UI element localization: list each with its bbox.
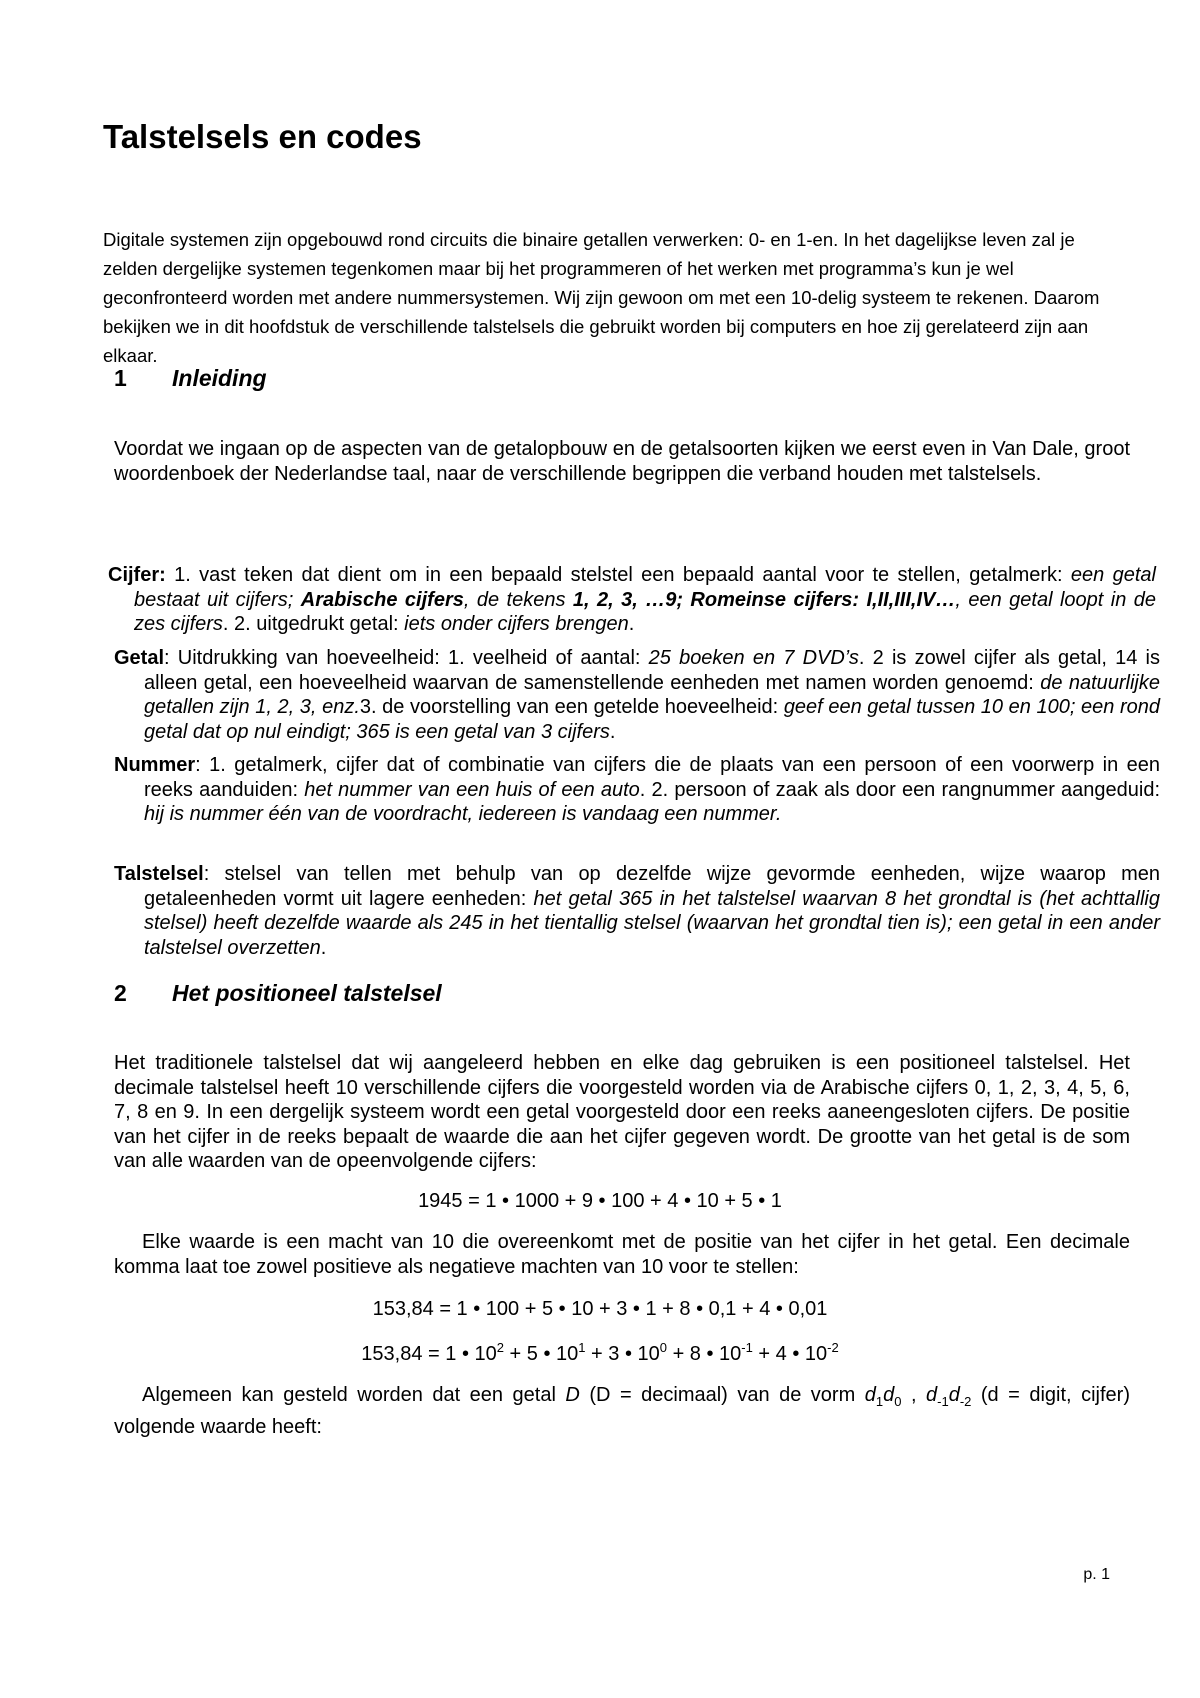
section-2-title: Het positioneel talstelsel xyxy=(172,980,442,1006)
subscript: 0 xyxy=(894,1394,902,1409)
section-1-paragraph: Voordat we ingaan op de aspecten van de getalopbouw en de getalsoorten kijken we eerst even in Van Dale, groot woordenboek der Nederlandse taal, naar de verschillende begrippen die verband houden met talstelsels. xyxy=(114,438,1130,485)
definition-text: 1. vast teken dat dient om in een bepaald stelstel een bepaald aantal voor te stellen, getalmerk: xyxy=(165,564,1071,586)
section-1-number: 1 xyxy=(114,365,127,391)
definition-example-bold: 1, 2, 3, …9; Romeinse cijfers: I,II,III,IV… xyxy=(572,588,956,611)
formula-exponent: 2 xyxy=(496,1340,504,1355)
subscript: -1 xyxy=(937,1394,949,1409)
document-title: Talstelsels en codes xyxy=(103,118,422,155)
separator: , xyxy=(901,1384,927,1406)
definition-example-bold: Arabische cijfers xyxy=(300,588,464,611)
variable-d: d xyxy=(864,1384,876,1406)
formula-exponent: 1 xyxy=(578,1340,586,1355)
variable-d-uppercase: D xyxy=(565,1384,580,1406)
section-2-heading xyxy=(114,980,442,1007)
definition-text: . xyxy=(320,936,327,959)
definition-text: . xyxy=(628,613,635,635)
definition-example: het nummer van een huis of een auto xyxy=(304,778,640,801)
definition-example: , de tekens xyxy=(463,588,573,611)
paragraph-text: Algemeen kan gesteld worden dat een getal xyxy=(142,1384,566,1406)
definition-example: een getal bestaat uit cijfers; xyxy=(134,564,1157,611)
section-2-paragraph-3 xyxy=(114,1383,1130,1439)
definition-text: . 2. persoon of zaak als door een rangnummer aangeduid: xyxy=(639,778,1160,801)
variable-d: d xyxy=(926,1384,938,1406)
paragraph-text: (d = digit, cijfer) volgende waarde heeft: xyxy=(114,1384,1130,1438)
definition-text: . 2 is zowel cijfer als getal, 14 is alleen getal, een hoeveelheid waarvan de samenstellende eenheden met namen worden genoemd: xyxy=(144,647,1160,694)
paragraph-text: (D = decimaal) van de vorm xyxy=(579,1384,865,1406)
definition-example: de natuurlijke getallen zijn 1, 2, 3, enz. xyxy=(144,671,1161,718)
definition-example: 25 boeken en 7 DVD’s xyxy=(648,647,859,669)
definition-talstelsel xyxy=(114,862,1160,960)
definition-term: Getal xyxy=(114,647,165,669)
formula-153-84-decimal: 153,84 = 1 • 100 + 5 • 10 + 3 • 1 + 8 • 0,1 + 4 • 0,01 xyxy=(372,1298,828,1320)
formula-exponent: -1 xyxy=(741,1340,753,1355)
definition-cijfer xyxy=(108,563,1156,637)
formula-term: + 3 • 10 xyxy=(585,1343,660,1365)
definition-text: . xyxy=(609,720,616,743)
definition-term: Cijfer: xyxy=(108,564,166,586)
definition-example: hij is nummer één van de voordracht, iedereen is vandaag een nummer. xyxy=(144,803,782,825)
definition-text: : stelsel van tellen met behulp van op dezelfde wijze gevormde eenheden, wijze waarop men getaleenheden vormt uit lagere eenheden: xyxy=(144,863,1160,910)
definition-term: Nummer xyxy=(114,754,196,776)
definition-text: . 2. uitgedrukt getal: xyxy=(222,613,405,635)
subscript: 1 xyxy=(875,1394,884,1409)
section-1-heading xyxy=(114,365,267,392)
formula-term: 153,84 = 1 • 10 xyxy=(361,1343,497,1365)
section-1-title: Inleiding xyxy=(172,365,267,391)
definition-example: , een getal loopt in de zes cijfers xyxy=(134,588,1156,635)
formula-term: + 4 • 10 xyxy=(752,1343,828,1365)
formula-exponent: 0 xyxy=(659,1340,668,1355)
formula-term: + 5 • 10 xyxy=(503,1343,579,1365)
variable-d: d xyxy=(948,1384,960,1406)
page-number: p. 1 xyxy=(1083,1566,1110,1583)
formula-153-84-powers xyxy=(0,1340,1200,1366)
definition-example: iets onder cijfers brengen xyxy=(404,613,629,635)
definition-text: 3. de voorstelling van een getelde hoeveelheid: xyxy=(359,696,784,718)
formula-term: + 8 • 10 xyxy=(667,1343,742,1365)
definition-example: geef een getal tussen 10 en 100; een rond getal dat op nul eindigt; 365 is een getal van 3 cijfers xyxy=(144,696,1160,743)
variable-d: d xyxy=(883,1384,895,1406)
definition-text: : Uitdrukking van hoeveelheid: 1. veelheid of aantal: xyxy=(164,647,649,669)
section-2-paragraph-1: Het traditionele talstelsel dat wij aangeleerd hebben en elke dag gebruiken is een positioneel talstelsel. Het decimale talstelsel heeft 10 verschillende cijfers die voorgesteld worden via de Arabische cijfers 0, 1, 2, 3, 4, 5, 6, 7, 8 en 9. In een dergelijk systeem wordt een getal voorgesteld door een reeks aaneengesloten cijfers. De positie van het cijfer in de reeks bepaalt de waarde die aan het cijfer gegeven wordt. De grootte van het getal is de som van alle waarden van de opeenvolgende cijfers: xyxy=(114,1052,1130,1172)
section-2-number: 2 xyxy=(114,980,127,1006)
definition-example: het getal 365 in het talstelsel waarvan 8 het grondtal is (het achttallig stelsel) heeft dezelfde waarde als 245 in het tientallig stelsel (waarvan het grondtal tien is); een getal in een ander talstelsel overzetten xyxy=(144,887,1160,959)
definition-text: : 1. getalmerk, cijfer dat of combinatie van cijfers die de plaats van een persoon of een voorwerp in een reeks aanduiden: xyxy=(144,754,1160,801)
definition-nummer xyxy=(114,753,1160,827)
formula-1945: 1945 = 1 • 1000 + 9 • 100 + 4 • 10 + 5 • 1 xyxy=(418,1190,782,1212)
subscript: -2 xyxy=(959,1394,972,1409)
section-2-paragraph-2: Elke waarde is een macht van 10 die overeenkomt met de positie van het cijfer in het getal. Een decimale komma laat toe zowel positieve als negatieve machten van 10 voor te stellen: xyxy=(114,1231,1130,1278)
definition-term: Talstelsel xyxy=(114,863,204,885)
formula-exponent: -2 xyxy=(827,1340,839,1355)
definition-getal xyxy=(114,646,1160,744)
intro-paragraph: Digitale systemen zijn opgebouwd rond circuits die binaire getallen verwerken: 0- en 1-en. In het dagelijkse leven zal je zelden dergelijke systemen tegenkomen maar bij het programmeren of het werken met programma’s kun je wel geconfronteerd worden met andere nummersystemen. Wij zijn gewoon om met een 10-delig systeem te rekenen. Daarom bekijken we in dit hoofdstuk de verschillende talstelsels die gebruikt worden bij computers en hoe zij gerelateerd zijn aan elkaar. xyxy=(103,229,1100,366)
